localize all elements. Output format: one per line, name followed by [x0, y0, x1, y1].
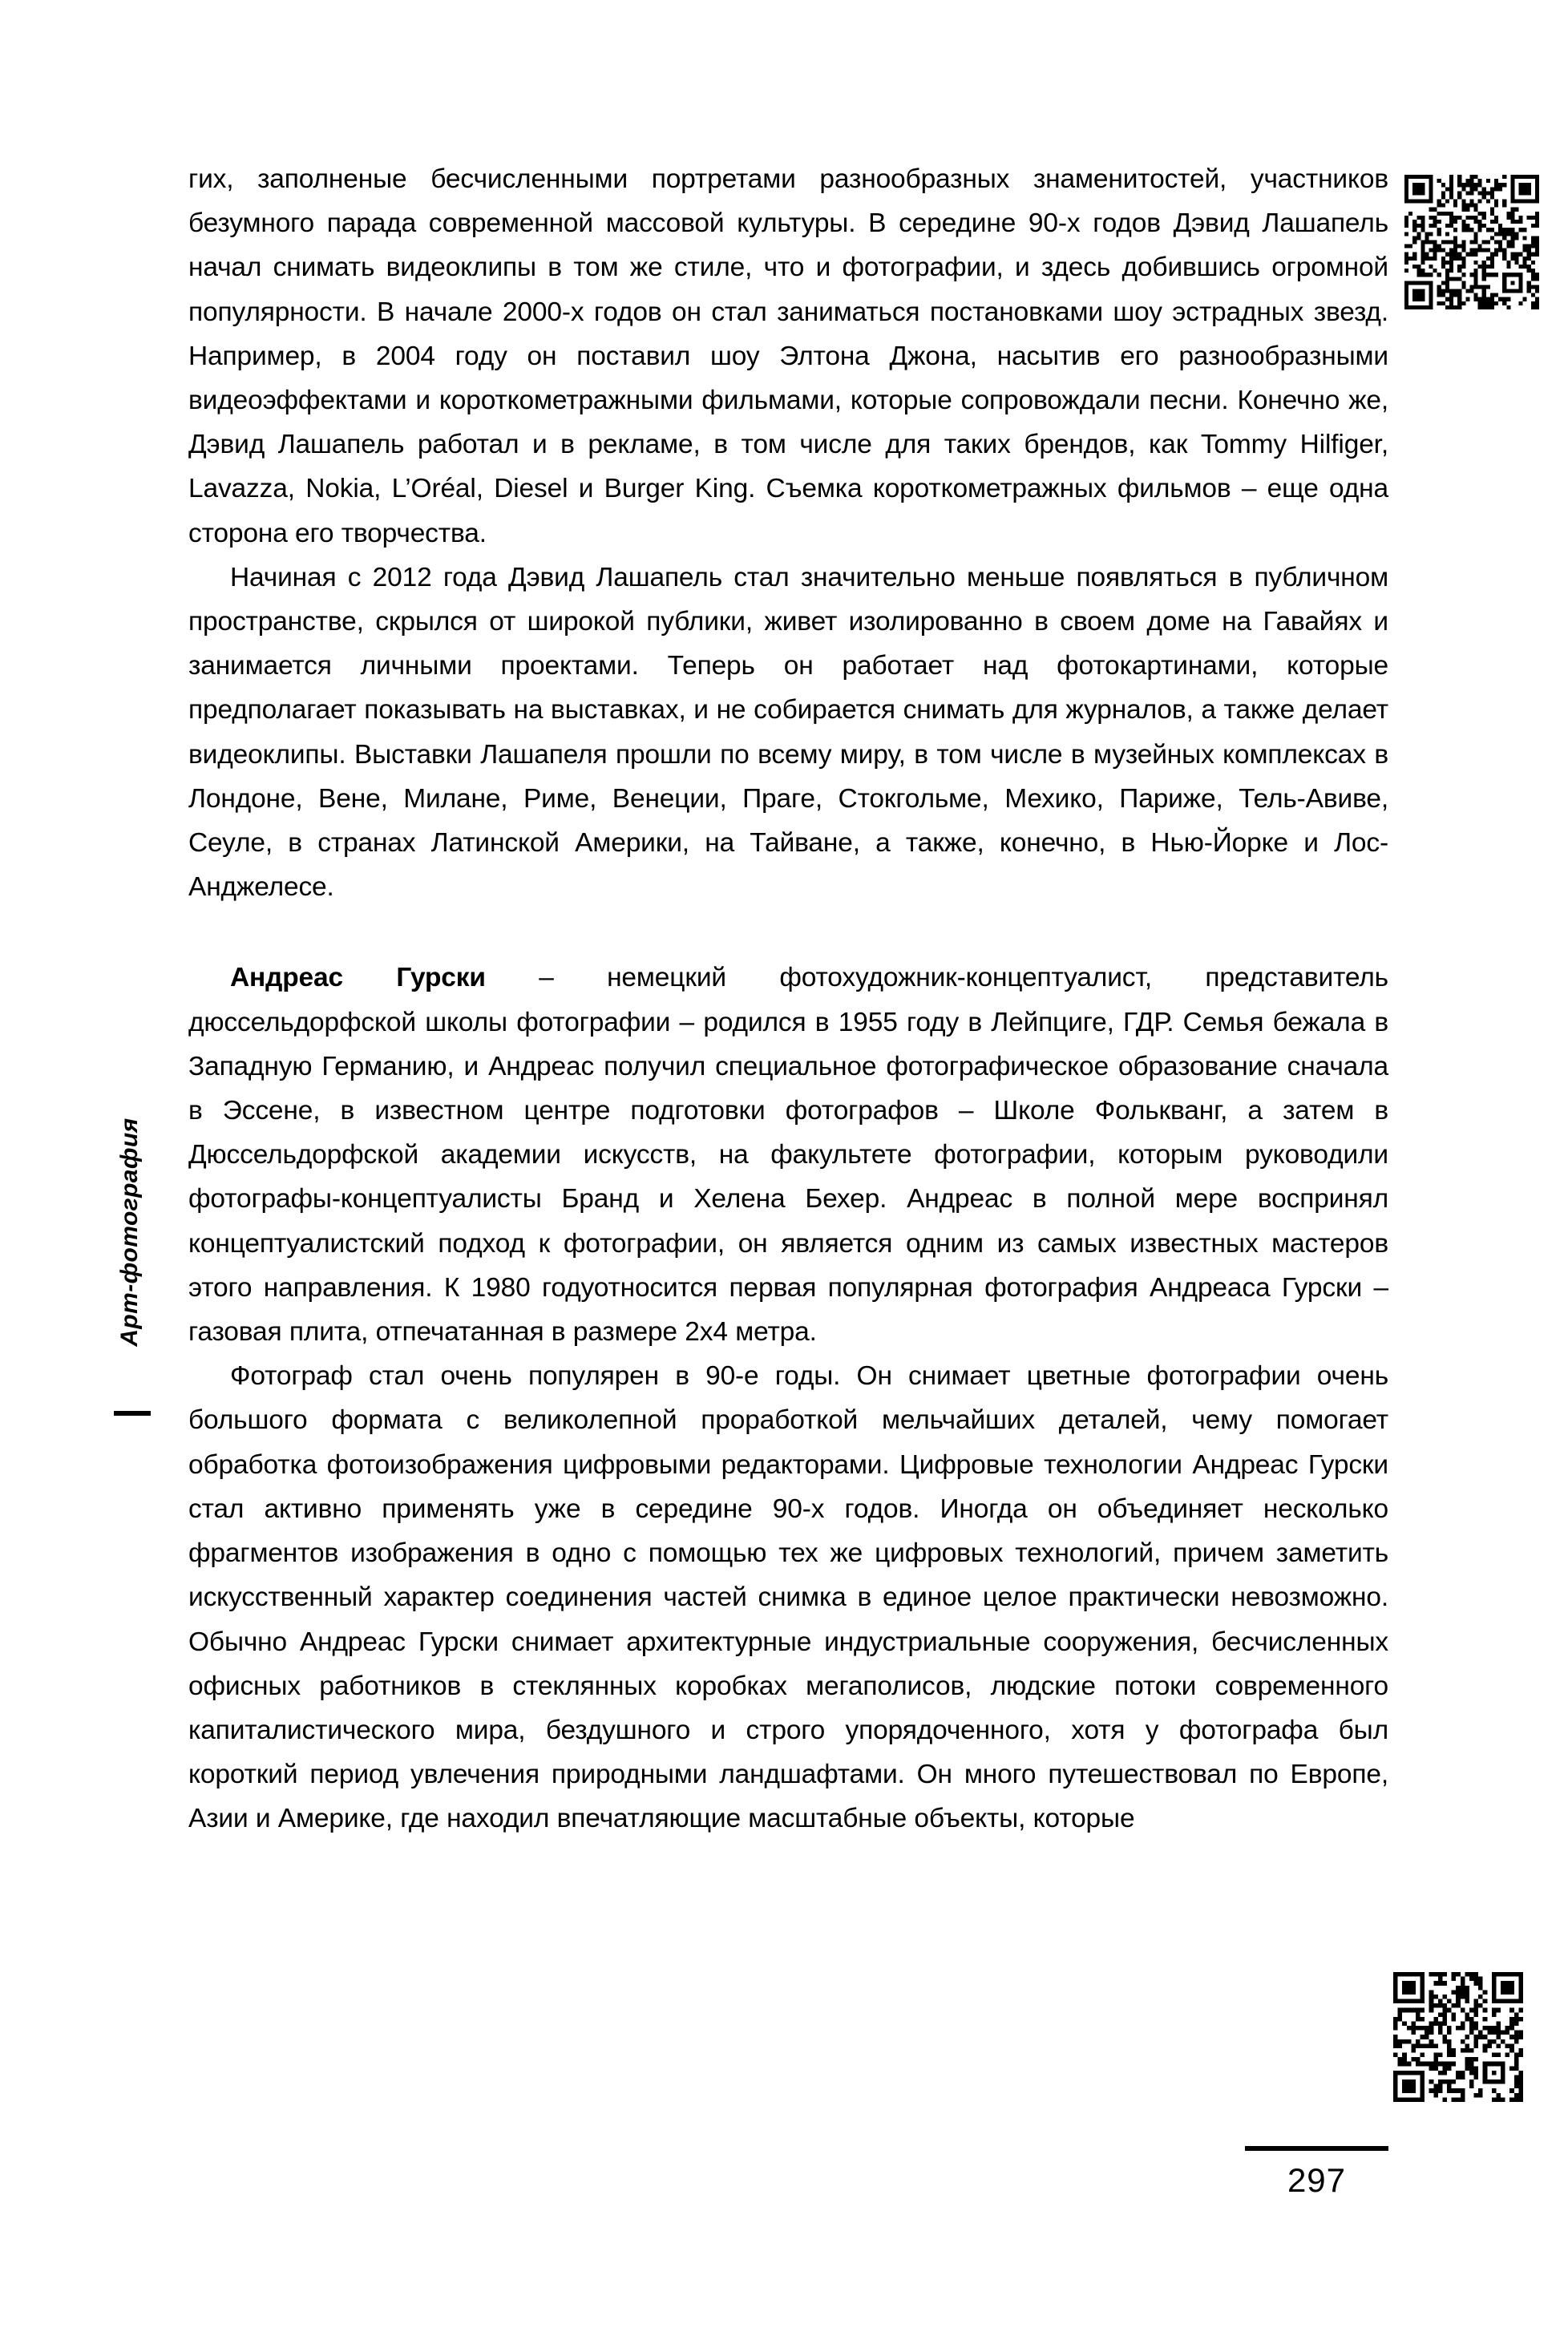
- paragraph-gursky-bio-text: – немецкий фотохудожник-концептуалист, представитель дюссельдорфской школы фотографии – родился в 1955 году в Лейпциге, ГДР. Семья бежала в Западную Германию, и Андреас получил специальное фотографическое образование сначала в Эссене, в известном центре подготовки фотографов – Школе Фолькванг, а затем в Дюссельдорфской академии искусств, на факультете фотографии, которым руководили фотографы-концептуалисты Бранд и Хелена Бехер. Андреас в полной мере воспринял концептуалистский подход к фотографии, он является одним из самых известных мастеров этого направления. К 1980 годуотносится первая популярная фотография Андреаса Гурски – газовая плита, отпечатанная в размере 2х4 метра.: [188, 963, 1388, 1348]
- page-number: 297: [1287, 2161, 1347, 2199]
- qr-code-top-right-icon: [1404, 175, 1539, 309]
- paragraph-lachapelle-continued: гих, заполненые бесчисленными портретами разнообразных знаменитостей, участников безумного парада современной массовой культуры. В середине 90-х годов Дэвид Лашапель начал снимать видеоклипы в том же стиле, что и фотографии, и здесь добившись огромной популярности. В начале 2000-х годов он стал заниматься постановками шоу эстрадных звезд. Например, в 2004 году он поставил шоу Элтона Джона, насытив его разнообразными видеоэффектами и короткометражными фильмами, которые сопровождали песни. Конечно же, Дэвид Лашапель работал и в рекламе, в том числе для таких брендов, как Tommy Hilfiger, Lavazza, Nokia, L’Oréal, Diesel и Burger King. Съемка короткометражных фильмов – еще одна сторона его творчества.: [188, 164, 1388, 548]
- side-running-head-label: Арт-фотография: [116, 1118, 143, 1347]
- side-running-head: [95, 1058, 167, 1435]
- section-spacer: [188, 909, 1388, 956]
- paragraph-gursky-style: Фотограф стал очень популярен в 90-е годы. Он снимает цветные фотографии очень большого формата с великолепной проработкой мельчайших деталей, чему помогает обработка фотоизображения цифровыми редакторами. Цифровые технологии Андреас Гурски стал активно применять уже в середине 90-х годов. Иногда он объединяет несколько фрагментов изображения в одно с помощью тех же цифровых технологий, причем заметить искусственный характер соединения частей снимка в единое целое практически невозможно. Обычно Андреас Гурски снимает архитектурные индустриальные сооружения, бесчисленных офисных работников в стеклянных коробках мегаполисов, людские потоки современного капиталистического мира, бездушного и строго упорядоченного, хотя у фотографа был короткий период увлечения природными ландшафтами. Он много путешествовал по Европе, Азии и Америке, где находил впечатляющие масштабные объекты, которые: [188, 1361, 1388, 1834]
- qr-code-bottom-right-icon: [1393, 1972, 1523, 2102]
- paragraph-lachapelle-2012: Начиная с 2012 года Дэвид Лашапель стал значительно меньше появляться в публичном пространстве, скрылся от широкой публики, живет изолированно в своем доме на Гавайях и занимается личными проектами. Теперь он работает над фотокартинами, которые предполагает показывать на выставках, и не собирается снимать для журналов, а также делает видеоклипы. Выставки Лашапеля прошли по всему миру, в том числе в музейных комплексах в Лондоне, Вене, Милане, Риме, Венеции, Праге, Стокгольме, Мехико, Париже, Тель-Авиве, Сеуле, в странах Латинской Америки, на Тайване, а также, конечно, в Нью-Йорке и Лос-Анджелесе.: [188, 562, 1388, 903]
- gursky-name-runin: Андреас Гурски: [230, 963, 486, 993]
- paragraph-gursky-bio: [188, 956, 1388, 1354]
- text-column: [188, 157, 1388, 1841]
- folio-rule: [1245, 2146, 1388, 2151]
- side-running-head-rule: [114, 1411, 151, 1416]
